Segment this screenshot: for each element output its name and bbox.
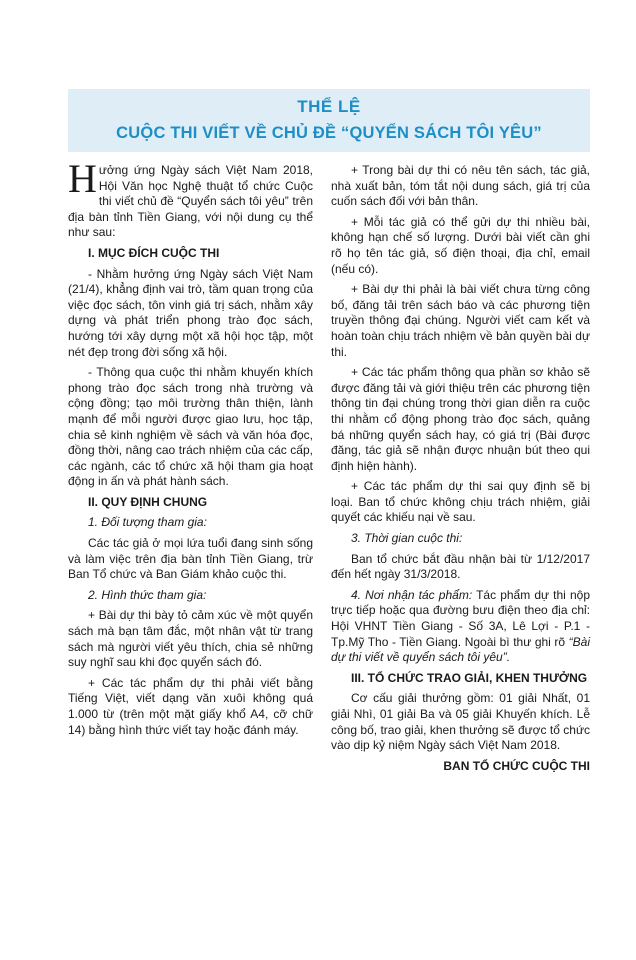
section-1-paragraph-1: - Nhằm hưởng ứng Ngày sách Việt Nam (21/4), khẳng định vai trò, tầm quan trọng của việc đọc sách, tôn vinh giá trị sách, nhằm xây dựng và phát triển phong trào đọc sách, hướng tới xây dựng một xã hội học tập, một nét đẹp trong đời sống xã hội. — [68, 266, 313, 359]
subsection-3-text: Ban tổ chức bắt đầu nhận bài từ 1/12/2017 đến hết ngày 31/3/2018. — [331, 551, 590, 582]
section-3-heading: III. TỔ CHỨC TRAO GIẢI, KHEN THƯỞNG — [351, 670, 588, 685]
section-2-heading: II. QUY ĐỊNH CHUNG — [88, 494, 208, 509]
right-column — [331, 163, 590, 779]
intro-paragraph — [68, 156, 313, 241]
left-column — [68, 156, 313, 743]
subsection-2-paragraph-4: + Mỗi tác giả có thể gửi dự thi nhiều bài, không hạn chế số lượng. Dưới bài viết cần ghi rõ họ tên tác giả, số điện thoại, địa chỉ, email (nếu có). — [331, 214, 590, 276]
subsection-2-paragraph-5: + Bài dự thi phải là bài viết chưa từng công bố, đăng tải trên sách báo và các phương tiện truyền thông đại chúng. Người viết cam kết và hoàn toàn chịu trách nhiệm về bản quyền bài dự thi. — [331, 282, 590, 359]
subsection-2-paragraph-2: + Các tác phẩm dự thi phải viết bằng Tiếng Việt, viết dạng văn xuôi không quá 1.000 từ (trên một mặt giấy khổ A4, cỡ chữ 14) bằng hình thức viết tay hoặc đánh máy. — [68, 675, 313, 737]
drop-cap: H — [68, 156, 97, 201]
section-3-text: Cơ cấu giải thưởng gồm: 01 giải Nhất, 01 giải Nhì, 01 giải Ba và 05 giải Khuyến khích. Lễ công bố, trao giải, khen thưởng sẽ được tổ chức vào dịp kỷ niệm Ngày sách Việt Nam 2018. — [331, 691, 590, 753]
subsection-4-text: Tác phẩm dự thi nộp trực tiếp hoặc qua đường bưu điện theo địa chỉ: Hội VHNT Tiền Giang - Số 3A, Lê Lợi - P.1 - Tp.Mỹ Tho - Tiền Giang. Ngoài bì thư ghi rõ — [331, 587, 590, 649]
subsection-4-paragraph — [331, 588, 590, 666]
section-1-heading: I. MỤC ĐÍCH CUỘC THI — [88, 245, 220, 260]
section-1-paragraph-2: - Thông qua cuộc thi nhằm khuyến khích phong trào đọc sách trong nhà trường và cộng đồng; tạo môi trường thân thiện, lành mạnh để mỗi người được giao lưu, học tập, chia sẻ kinh nghiệm về sách và văn hóa đọc, đồng thời, nâng cao trách nhiệm của các cấp, các ngành, các tổ chức xã hội tham gia hoạt động in ấn và phát hành sách. — [68, 365, 313, 489]
title-line-2: CUỘC THI VIẾT VỀ CHỦ ĐỀ “QUYỂN SÁCH TÔI YÊU” — [116, 124, 542, 142]
subsection-4-quote: “Bài dự thi viết về quyển sách tôi yêu”. — [331, 634, 590, 665]
title-box — [68, 89, 590, 152]
subsection-2-paragraph-1: + Bài dự thi bày tỏ cảm xúc về một quyển sách mà bạn tâm đắc, một nhân vật từ trang sách mà người viết yêu thích, chia sẻ những suy nghĩ sau khi đọc quyển sách đó. — [68, 608, 313, 670]
subsection-3-title: 3. Thời gian cuộc thi: — [351, 531, 463, 546]
intro-text: ưởng ứng Ngày sách Việt Nam 2018, Hội Văn học Nghệ thuật tổ chức Cuộc thi viết chủ đề “Quyển sách tôi yêu” trên địa bàn tỉnh Tiền Giang, với nội dung cụ thể như sau: — [68, 163, 313, 240]
signature: BAN TỔ CHỨC CUỘC THI — [443, 758, 590, 773]
subsection-1-text: Các tác giả ở mọi lứa tuổi đang sinh sống và làm việc trên địa bàn tỉnh Tiền Giang, trừ Ban Tổ chức và Ban Giám khảo cuộc thi. — [68, 536, 313, 582]
subsection-2-title: 2. Hình thức tham gia: — [88, 587, 207, 602]
title-line-1: THỂ LỆ — [297, 97, 361, 116]
subsection-4-title: 4. Nơi nhận tác phẩm: — [351, 587, 473, 602]
subsection-2-paragraph-7: + Các tác phẩm dự thi sai quy định sẽ bị loại. Ban tổ chức không chịu trách nhiệm, giải quyết các khiếu nại về sau. — [331, 479, 590, 525]
subsection-2-paragraph-6: + Các tác phẩm thông qua phần sơ khảo sẽ được đăng tải và giới thiệu trên các phương tiện thông tin đại chúng trong thời gian diễn ra cuộc thi nhằm cổ động phong trào đọc sách, quảng bá những quyển sách hay, có giá trị (Bài được đăng, tác giả sẽ nhận được nhuận bút theo qui định hiện hành). — [331, 365, 590, 473]
subsection-1-title: 1. Đối tượng tham gia: — [88, 515, 207, 530]
subsection-2-paragraph-3: + Trong bài dự thi có nêu tên sách, tác giả, nhà xuất bản, tóm tắt nội dung sách, giá trị của cuốn sách đối với bản thân. — [331, 163, 590, 209]
